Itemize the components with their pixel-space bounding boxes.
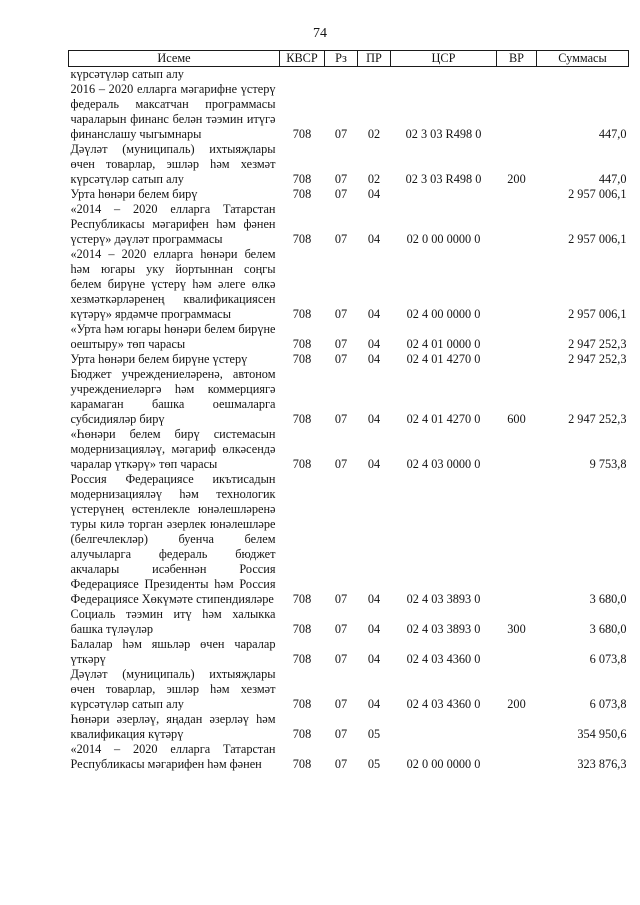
col-header-vr: ВР <box>497 51 537 67</box>
cell-rz: 07 <box>334 172 348 186</box>
cell-pr: 04 <box>367 457 381 471</box>
cell-kvsr: 708 <box>292 187 312 201</box>
cell-pr: 04 <box>367 697 381 711</box>
cell-name: Бюджет учреждениеләренә, автоном учреждениеләргә һәм коммерциягә карамаган башка оешмаларга субсидияләр бирү <box>70 367 276 426</box>
table-row <box>69 202 629 247</box>
cell-sum: 2 947 252,3 <box>568 352 627 366</box>
cell-rz <box>325 67 358 83</box>
cell-pr: 04 <box>367 352 381 366</box>
cell-vr <box>497 472 537 607</box>
cell-rz: 07 <box>334 232 348 246</box>
cell-sum: 3 680,0 <box>589 622 627 636</box>
table-row <box>69 67 629 83</box>
cell-name: Урта һөнәри белем бирү <box>70 187 198 201</box>
cell-csr: 02 4 01 4270 0 <box>406 352 481 366</box>
cell-sum: 3 680,0 <box>589 592 627 606</box>
cell-kvsr: 708 <box>292 352 312 366</box>
cell-vr: 300 <box>507 622 526 636</box>
cell-sum: 2 957 006,1 <box>568 232 627 246</box>
cell-csr: 02 4 01 4270 0 <box>406 412 481 426</box>
cell-kvsr <box>280 67 325 83</box>
cell-pr: 02 <box>367 127 381 141</box>
cell-rz: 07 <box>334 307 348 321</box>
cell-name: Россия Федерациясе икътисадын модернизацияләү һәм технологик үстерүнең өстенлекле юнәлешләренә туры килә торган әзерлек юнәлешләре (белгечлекләр) буенча белем алучыларга федераль бюджет акчалары исәбеннән Россия Федерациясе Президенты һәм Россия Федерациясе Хөкүмәте стипендияләре <box>70 472 276 606</box>
cell-csr: 02 3 03 R498 0 <box>405 172 482 186</box>
cell-vr: 200 <box>507 172 526 186</box>
col-header-csr: ЦСР <box>391 51 497 67</box>
table-row <box>69 352 629 367</box>
cell-kvsr: 708 <box>292 337 312 351</box>
cell-vr: 200 <box>507 697 526 711</box>
cell-name: Дәүләт (муниципаль) ихтыяҗлары өчен товарлар, эшләр һәм хезмәт күрсәтүләр сатып алу <box>70 142 276 186</box>
cell-pr: 04 <box>367 232 381 246</box>
cell-csr: 02 4 03 0000 0 <box>406 457 481 471</box>
cell-pr: 04 <box>367 307 381 321</box>
cell-sum: 2 947 252,3 <box>568 412 627 426</box>
cell-pr: 04 <box>367 622 381 636</box>
cell-pr: 05 <box>367 727 381 741</box>
cell-kvsr: 708 <box>292 592 312 606</box>
cell-sum: 2 957 006,1 <box>568 187 627 201</box>
cell-sum: 447,0 <box>598 127 627 141</box>
cell-rz: 07 <box>334 652 348 666</box>
cell-kvsr: 708 <box>292 457 312 471</box>
cell-csr <box>391 187 497 202</box>
col-header-sum: Суммасы <box>537 51 629 67</box>
cell-name: күрсәтүләр сатып алу <box>70 67 184 81</box>
cell-vr <box>497 427 537 472</box>
cell-kvsr: 708 <box>292 652 312 666</box>
table-row <box>69 742 629 772</box>
cell-sum: 6 073,8 <box>589 652 627 666</box>
cell-name: Һөнәри әзерләү, яңадан әзерләү һәм квалификация күтәрү <box>70 712 276 741</box>
cell-sum: 2 947 252,3 <box>568 337 627 351</box>
cell-name: 2016 – 2020 елларга мәгарифне үстерү федераль максатчан программасы чараларын финанс белән тәэмин итүгә финанслашу чыгымнары <box>70 82 276 141</box>
cell-vr <box>497 82 537 142</box>
table-row <box>69 82 629 142</box>
table-row <box>69 667 629 712</box>
cell-kvsr: 708 <box>292 757 312 771</box>
table-row <box>69 712 629 742</box>
cell-rz: 07 <box>334 757 348 771</box>
col-header-rz: Рз <box>325 51 358 67</box>
cell-kvsr: 708 <box>292 232 312 246</box>
table-body <box>69 67 629 773</box>
cell-name: Дәүләт (муниципаль) ихтыяҗлары өчен товарлар, эшләр һәм хезмәт күрсәтүләр сатып алу <box>70 667 276 711</box>
cell-name: Балалар һәм яшьләр өчен чаралар үткәрү <box>70 637 276 666</box>
cell-name: Социаль тәэмин итү һәм халыкка башка түләүләр <box>70 607 276 636</box>
cell-vr <box>497 247 537 322</box>
cell-pr: 02 <box>367 172 381 186</box>
table-row <box>69 187 629 202</box>
table-row <box>69 322 629 352</box>
table-row <box>69 367 629 427</box>
col-header-name: Исеме <box>69 51 280 67</box>
cell-rz: 07 <box>334 127 348 141</box>
cell-rz: 07 <box>334 697 348 711</box>
cell-kvsr: 708 <box>292 172 312 186</box>
cell-name: «Һөнәри белем бирү системасын модернизацияләү, мәгариф өлкәсендә чаралар үткәрү» төп чарасы <box>70 427 276 471</box>
cell-vr <box>497 352 537 367</box>
cell-name: «2014 – 2020 елларга Татарстан Республикасы мәгарифен һәм фәнен үстерү» дәүләт программасы <box>70 202 276 246</box>
cell-pr <box>358 67 391 83</box>
cell-csr: 02 0 00 0000 0 <box>406 232 481 246</box>
cell-rz: 07 <box>334 622 348 636</box>
table-row <box>69 247 629 322</box>
cell-rz: 07 <box>334 337 348 351</box>
table-row <box>69 427 629 472</box>
cell-csr: 02 4 00 0000 0 <box>406 307 481 321</box>
cell-vr <box>497 742 537 772</box>
cell-vr <box>497 187 537 202</box>
table-header-row <box>69 51 629 67</box>
cell-name: «2014 – 2020 елларга Татарстан Республикасы мәгарифен һәм фәнен <box>70 742 276 771</box>
cell-kvsr: 708 <box>292 307 312 321</box>
cell-pr: 04 <box>367 187 381 201</box>
cell-csr: 02 4 03 4360 0 <box>406 652 481 666</box>
cell-kvsr: 708 <box>292 622 312 636</box>
page-number: 74 <box>313 26 327 41</box>
cell-sum: 6 073,8 <box>589 697 627 711</box>
table-row <box>69 472 629 607</box>
cell-sum: 9 753,8 <box>589 457 627 471</box>
cell-kvsr: 708 <box>292 697 312 711</box>
cell-vr <box>497 202 537 247</box>
cell-sum: 354 950,6 <box>577 727 627 741</box>
cell-vr <box>497 712 537 742</box>
cell-csr <box>391 67 497 83</box>
cell-kvsr: 708 <box>292 727 312 741</box>
cell-csr: 02 3 03 R498 0 <box>405 127 482 141</box>
col-header-pr: ПР <box>358 51 391 67</box>
cell-rz: 07 <box>334 727 348 741</box>
table-row <box>69 637 629 667</box>
cell-rz: 07 <box>334 352 348 366</box>
cell-rz: 07 <box>334 187 348 201</box>
cell-pr: 04 <box>367 337 381 351</box>
cell-csr <box>391 712 497 742</box>
table-row <box>69 607 629 637</box>
cell-rz: 07 <box>334 457 348 471</box>
cell-pr: 04 <box>367 412 381 426</box>
col-header-kvsr: КВСР <box>280 51 325 67</box>
cell-name: Урта һөнәри белем бирүне үстерү <box>70 352 248 366</box>
cell-csr: 02 4 03 3893 0 <box>406 622 481 636</box>
budget-table <box>68 50 629 772</box>
cell-sum: 2 957 006,1 <box>568 307 627 321</box>
cell-csr: 02 4 03 3893 0 <box>406 592 481 606</box>
cell-vr <box>497 67 537 83</box>
cell-sum <box>537 67 629 83</box>
cell-csr: 02 4 01 0000 0 <box>406 337 481 351</box>
table-row <box>69 142 629 187</box>
cell-rz: 07 <box>334 412 348 426</box>
cell-pr: 05 <box>367 757 381 771</box>
cell-kvsr: 708 <box>292 412 312 426</box>
cell-csr: 02 0 00 0000 0 <box>406 757 481 771</box>
cell-vr <box>497 322 537 352</box>
cell-pr: 04 <box>367 592 381 606</box>
cell-name: «2014 – 2020 елларга һөнәри белем һәм югары уку йортыннан соңгы белем бирүне үстерү һәм әлеге өлкә хезмәткәрләренең квалификациясен күтәрү» ярдәмче программасы <box>70 247 276 321</box>
cell-sum: 447,0 <box>598 172 627 186</box>
cell-rz: 07 <box>334 592 348 606</box>
cell-pr: 04 <box>367 652 381 666</box>
cell-name: «Урта һәм югары һөнәри белем бирүне оештыру» төп чарасы <box>70 322 276 351</box>
cell-vr <box>497 637 537 667</box>
cell-csr: 02 4 03 4360 0 <box>406 697 481 711</box>
cell-vr: 600 <box>507 412 526 426</box>
cell-sum: 323 876,3 <box>577 757 627 771</box>
cell-kvsr: 708 <box>292 127 312 141</box>
